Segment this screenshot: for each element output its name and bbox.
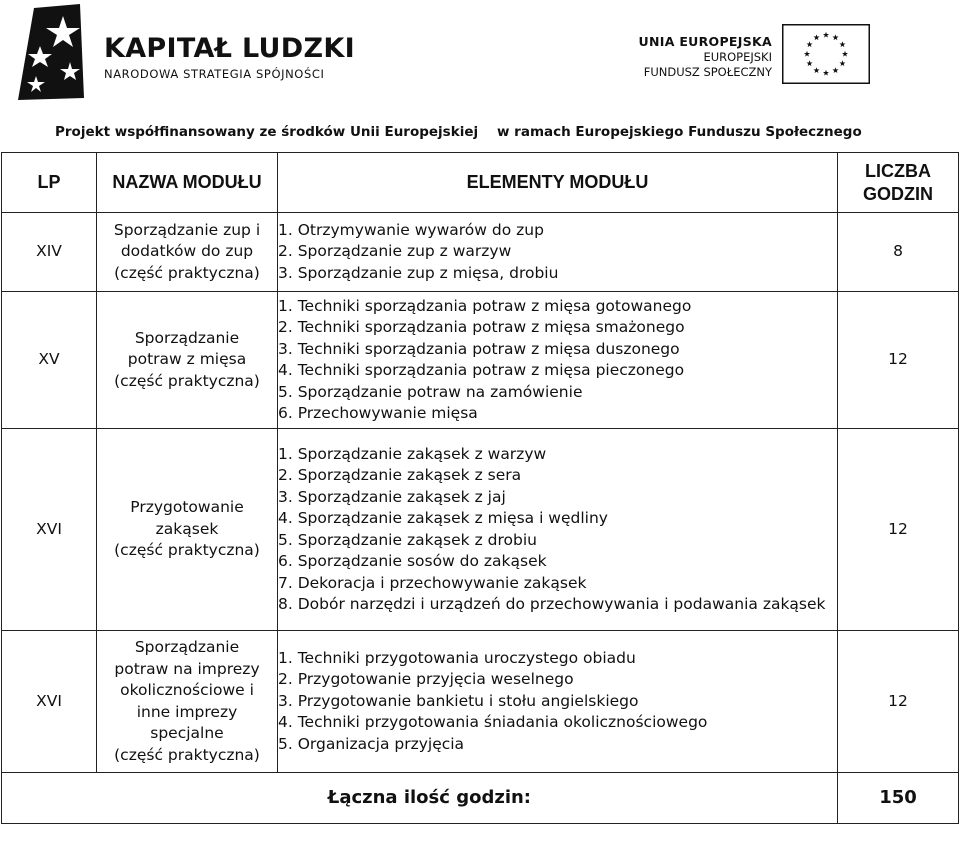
element-list bbox=[278, 648, 837, 756]
module-hours: 12 bbox=[838, 631, 959, 773]
list-item: 5. Sporządzanie potraw na zamówienie bbox=[278, 382, 583, 401]
total-label-cell bbox=[2, 773, 838, 824]
element-list bbox=[278, 296, 837, 425]
module-lp: XVI bbox=[2, 429, 97, 631]
module-hours: 8 bbox=[838, 213, 959, 292]
logo-subtitle: NARODOWA STRATEGIA SPÓJNOŚCI bbox=[104, 67, 325, 81]
list-item: 3. Sporządzanie zakąsek z jaj bbox=[278, 487, 506, 506]
logo-title: KAPITAŁ LUDZKI bbox=[104, 33, 355, 64]
col-elements-header: ELEMENTY MODUŁU bbox=[278, 153, 838, 213]
col-hours-header-line2: GODZIN bbox=[863, 183, 933, 204]
module-elements bbox=[278, 292, 838, 429]
list-item: 7. Dekoracja i przechowywanie zakąsek bbox=[278, 573, 587, 592]
module-name-line: Sporządzanie bbox=[134, 638, 240, 656]
list-item: 3. Przygotowanie bankietu i stołu angielskiego bbox=[278, 691, 639, 710]
module-name-line: potraw na imprezy bbox=[114, 659, 260, 678]
module-name-line: (część praktyczna) bbox=[114, 371, 260, 390]
eu-flag-icon bbox=[782, 24, 870, 84]
module-elements bbox=[278, 429, 838, 631]
list-item: 8. Dobór narzędzi i urządzeń do przechowywania i podawania zakąsek bbox=[278, 595, 826, 613]
col-hours-header bbox=[838, 153, 959, 213]
col-lp-header: LP bbox=[2, 153, 97, 213]
module-name bbox=[97, 213, 278, 292]
list-item: 5. Organizacja przyjęcia bbox=[278, 734, 465, 753]
eu-logo-text bbox=[639, 34, 772, 80]
module-elements bbox=[278, 631, 838, 773]
list-item: 2. Przygotowanie przyjęcia weselnego bbox=[278, 670, 574, 689]
module-lp: XV bbox=[2, 292, 97, 429]
table-row bbox=[2, 429, 959, 631]
funding-left: Projekt współfinansowany ze środków Unii Europejskiej bbox=[55, 124, 479, 140]
list-item: 1. Sporządzanie zakąsek z warzyw bbox=[278, 444, 547, 463]
module-name-line: specjalne bbox=[150, 724, 224, 742]
table-row bbox=[2, 292, 959, 429]
list-item: 4. Techniki sporządzania potraw z mięsa pieczonego bbox=[278, 361, 685, 379]
funding-statement bbox=[0, 124, 960, 144]
module-name-line: zakąsek bbox=[155, 519, 219, 538]
module-hours: 12 bbox=[838, 429, 959, 631]
module-name-line: Sporządzanie bbox=[134, 328, 240, 347]
list-item: 2. Techniki sporządzania potraw z mięsa smażonego bbox=[278, 318, 685, 336]
eu-logo-line2: EUROPEJSKI bbox=[703, 50, 772, 64]
module-name bbox=[97, 292, 278, 429]
module-name-line: (część praktyczna) bbox=[114, 745, 260, 764]
list-item: 2. Sporządzanie zakąsek z sera bbox=[278, 466, 522, 484]
total-value: 150 bbox=[838, 773, 959, 824]
list-item: 1. Techniki przygotowania uroczystego obiadu bbox=[278, 648, 636, 667]
list-item: 4. Sporządzanie zakąsek z mięsa i wędliny bbox=[278, 509, 608, 527]
list-item: 3. Sporządzanie zup z mięsa, drobiu bbox=[278, 263, 559, 282]
list-item: 1. Techniki sporządzania potraw z mięsa gotowanego bbox=[278, 296, 692, 315]
list-item: 6. Przechowywanie mięsa bbox=[278, 404, 478, 422]
module-table bbox=[1, 152, 959, 824]
element-list bbox=[278, 444, 837, 616]
list-item: 3. Techniki sporządzania potraw z mięsa duszonego bbox=[278, 339, 680, 358]
module-name bbox=[97, 631, 278, 773]
list-item: 4. Techniki przygotowania śniadania okolicznościowego bbox=[278, 713, 708, 732]
kapital-ludzki-logo-icon bbox=[14, 2, 96, 100]
module-lp: XIV bbox=[2, 213, 97, 292]
list-item: 1. Otrzymywanie wywarów do zup bbox=[278, 220, 544, 239]
total-row bbox=[2, 773, 959, 824]
col-hours-header-line1: LICZBA bbox=[865, 160, 931, 181]
element-list bbox=[278, 220, 837, 285]
kapital-ludzki-logo bbox=[104, 34, 355, 81]
table-header-row bbox=[2, 153, 959, 213]
module-name-line: (część praktyczna) bbox=[114, 541, 260, 560]
list-item: 6. Sporządzanie sosów do zakąsek bbox=[278, 552, 547, 570]
list-item: 5. Sporządzanie zakąsek z drobiu bbox=[278, 530, 537, 549]
table-row bbox=[2, 631, 959, 773]
module-name-line: (część praktyczna) bbox=[114, 263, 260, 282]
module-lp: XVI bbox=[2, 631, 97, 773]
total-label: Łączna ilość godzin: bbox=[327, 787, 531, 809]
module-name-line: dodatków do zup bbox=[120, 242, 254, 261]
eu-logo-line3: FUNDUSZ SPOŁECZNY bbox=[643, 65, 772, 79]
module-name-line: inne imprezy bbox=[136, 702, 238, 721]
funding-right: w ramach Europejskiego Funduszu Społecznego bbox=[497, 124, 862, 140]
module-name bbox=[97, 429, 278, 631]
module-name-line: potraw z mięsa bbox=[127, 350, 247, 369]
eu-logo-line1: UNIA EUROPEJSKA bbox=[638, 34, 772, 49]
module-hours: 12 bbox=[838, 292, 959, 429]
col-name-header: NAZWA MODUŁU bbox=[97, 153, 278, 213]
table-row bbox=[2, 213, 959, 292]
module-name-line: Przygotowanie bbox=[130, 498, 244, 517]
module-elements bbox=[278, 213, 838, 292]
module-name-line: okolicznościowe i bbox=[120, 681, 254, 699]
list-item: 2. Sporządzanie zup z warzyw bbox=[278, 242, 512, 261]
module-name-line: Sporządzanie zup i bbox=[113, 220, 261, 239]
